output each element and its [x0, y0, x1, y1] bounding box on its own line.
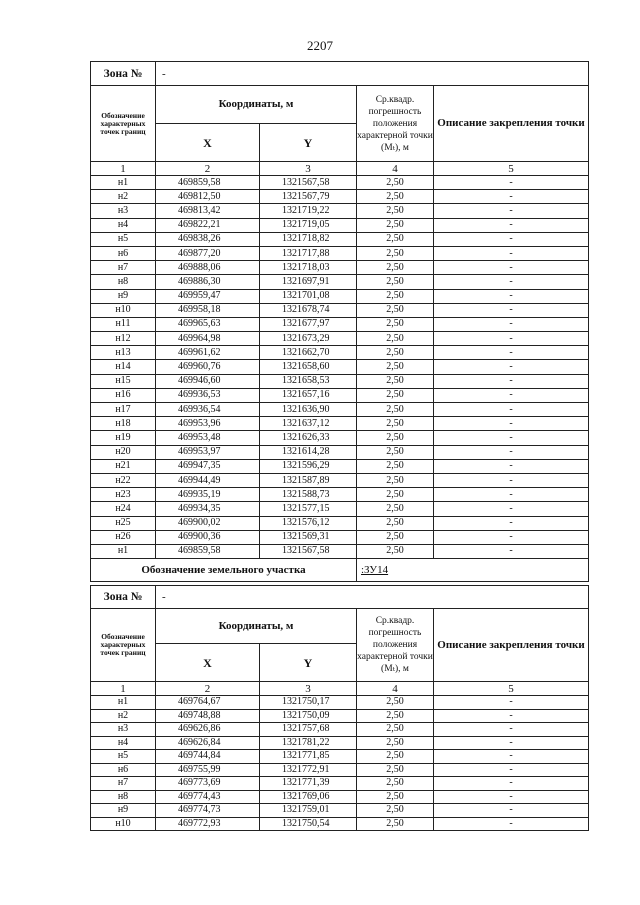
table-row: [91, 246, 589, 260]
x-coordinate: 469888,06: [156, 261, 260, 275]
table-row: [91, 403, 589, 417]
accuracy-value: 2,50: [357, 346, 434, 360]
table-row: [91, 332, 589, 346]
zone-label: Зона №: [91, 586, 156, 609]
description-header: Описание закрепления точки: [434, 86, 589, 162]
y-coordinate: 1321719,22: [260, 204, 357, 218]
description-value: -: [434, 502, 589, 516]
description-value: -: [434, 417, 589, 431]
description-value: -: [434, 817, 589, 831]
x-coordinate: 469900,36: [156, 530, 260, 544]
point-id: н4: [91, 736, 156, 750]
accuracy-value: 2,50: [357, 502, 434, 516]
y-coordinate: 1321673,29: [260, 332, 357, 346]
y-coordinate: 1321614,28: [260, 445, 357, 459]
point-id: н3: [91, 204, 156, 218]
point-id: н24: [91, 502, 156, 516]
description-value: -: [434, 346, 589, 360]
point-id: н2: [91, 190, 156, 204]
y-coordinate: 1321662,70: [260, 346, 357, 360]
x-coordinate: 469900,02: [156, 516, 260, 530]
table-row: [91, 204, 589, 218]
point-id: н4: [91, 218, 156, 232]
accuracy-header: Ср.квадр. погрешность положения характерной точки (Mₜ), м: [357, 86, 434, 162]
y-coordinate: 1321658,60: [260, 360, 357, 374]
x-coordinate: 469936,53: [156, 388, 260, 402]
description-value: -: [434, 176, 589, 190]
table-row: [91, 445, 589, 459]
x-coordinate: 469764,67: [156, 696, 260, 710]
column-number: 3: [260, 682, 357, 696]
accuracy-value: 2,50: [357, 332, 434, 346]
point-id: н19: [91, 431, 156, 445]
accuracy-value: 2,50: [357, 473, 434, 487]
parcel-label: Обозначение земельного участка: [91, 559, 357, 582]
zone-number: -: [156, 62, 589, 86]
description-value: -: [434, 516, 589, 530]
point-id: н1: [91, 544, 156, 558]
y-coordinate: 1321567,58: [260, 176, 357, 190]
table-row: [91, 232, 589, 246]
point-id: н9: [91, 289, 156, 303]
table-row: [91, 360, 589, 374]
x-coordinate: 469944,49: [156, 473, 260, 487]
table-2-body: [91, 696, 589, 831]
accuracy-header: Ср.квадр. погрешность положения характерной точки (Mₜ), м: [357, 609, 434, 682]
point-id: н2: [91, 709, 156, 723]
accuracy-value: 2,50: [357, 232, 434, 246]
table-row: [91, 374, 589, 388]
y-coordinate: 1321678,74: [260, 303, 357, 317]
zone-number: -: [156, 586, 589, 609]
accuracy-value: 2,50: [357, 246, 434, 260]
description-value: -: [434, 388, 589, 402]
point-id: н13: [91, 346, 156, 360]
y-coordinate: 1321771,85: [260, 750, 357, 764]
y-coordinate: 1321719,05: [260, 218, 357, 232]
description-value: -: [434, 709, 589, 723]
accuracy-value: 2,50: [357, 516, 434, 530]
point-id: н9: [91, 804, 156, 818]
table-row: [91, 275, 589, 289]
description-value: -: [434, 332, 589, 346]
y-coordinate: 1321718,82: [260, 232, 357, 246]
x-coordinate: 469812,50: [156, 190, 260, 204]
x-coordinate: 469859,58: [156, 176, 260, 190]
x-coordinate: 469965,63: [156, 317, 260, 331]
table-row: [91, 346, 589, 360]
accuracy-value: 2,50: [357, 804, 434, 818]
point-id: н12: [91, 332, 156, 346]
accuracy-value: 2,50: [357, 303, 434, 317]
table-row: [91, 473, 589, 487]
y-coordinate: 1321637,12: [260, 417, 357, 431]
table-row: [91, 218, 589, 232]
y-coordinate: 1321750,54: [260, 817, 357, 831]
description-value: -: [434, 246, 589, 260]
table-row: [91, 696, 589, 710]
accuracy-value: 2,50: [357, 723, 434, 737]
y-coordinate: 1321569,31: [260, 530, 357, 544]
y-coordinate: 1321750,09: [260, 709, 357, 723]
x-coordinate: 469822,21: [156, 218, 260, 232]
table-row: [91, 723, 589, 737]
accuracy-value: 2,50: [357, 190, 434, 204]
point-id: н5: [91, 232, 156, 246]
y-coordinate: 1321596,29: [260, 459, 357, 473]
zone-header-row: [91, 586, 589, 609]
y-coordinate: 1321750,17: [260, 696, 357, 710]
description-value: -: [434, 804, 589, 818]
y-coordinate: 1321701,08: [260, 289, 357, 303]
y-coordinate: 1321658,53: [260, 374, 357, 388]
table-row: [91, 544, 589, 558]
x-coordinate: 469859,58: [156, 544, 260, 558]
column-number: 3: [260, 162, 357, 176]
description-value: -: [434, 232, 589, 246]
description-value: -: [434, 459, 589, 473]
table-row: [91, 176, 589, 190]
x-coordinate: 469748,88: [156, 709, 260, 723]
description-value: -: [434, 777, 589, 791]
x-coordinate: 469774,43: [156, 790, 260, 804]
x-coordinate: 469774,73: [156, 804, 260, 818]
table-row: [91, 488, 589, 502]
y-header: Y: [260, 644, 357, 682]
coordinates-header: Координаты, м: [156, 609, 357, 644]
description-value: -: [434, 374, 589, 388]
x-coordinate: 469772,93: [156, 817, 260, 831]
accuracy-value: 2,50: [357, 763, 434, 777]
point-id: н3: [91, 723, 156, 737]
description-value: -: [434, 750, 589, 764]
accuracy-value: 2,50: [357, 218, 434, 232]
x-coordinate: 469953,48: [156, 431, 260, 445]
description-value: -: [434, 218, 589, 232]
description-value: -: [434, 303, 589, 317]
accuracy-value: 2,50: [357, 736, 434, 750]
accuracy-value: 2,50: [357, 417, 434, 431]
x-coordinate: 469959,47: [156, 289, 260, 303]
y-coordinate: 1321717,88: [260, 246, 357, 260]
description-value: -: [434, 190, 589, 204]
accuracy-value: 2,50: [357, 777, 434, 791]
accuracy-value: 2,50: [357, 790, 434, 804]
y-coordinate: 1321771,39: [260, 777, 357, 791]
description-value: -: [434, 473, 589, 487]
column-number: 4: [357, 162, 434, 176]
x-coordinate: 469964,98: [156, 332, 260, 346]
column-number: 4: [357, 682, 434, 696]
point-id: н6: [91, 763, 156, 777]
column-number-row: [91, 682, 589, 696]
table-row: [91, 736, 589, 750]
y-coordinate: 1321577,15: [260, 502, 357, 516]
zone-label: Зона №: [91, 62, 156, 86]
x-header: X: [156, 644, 260, 682]
description-value: -: [434, 289, 589, 303]
description-header: Описание закрепления точки: [434, 609, 589, 682]
y-coordinate: 1321657,16: [260, 388, 357, 402]
accuracy-value: 2,50: [357, 445, 434, 459]
column-number-row: [91, 162, 589, 176]
point-id: н5: [91, 750, 156, 764]
y-header: Y: [260, 124, 357, 162]
accuracy-value: 2,50: [357, 431, 434, 445]
point-id: н10: [91, 817, 156, 831]
x-coordinate: 469946,60: [156, 374, 260, 388]
table-row: [91, 317, 589, 331]
y-coordinate: 1321781,22: [260, 736, 357, 750]
accuracy-value: 2,50: [357, 388, 434, 402]
point-id: н20: [91, 445, 156, 459]
accuracy-value: 2,50: [357, 709, 434, 723]
point-id: н7: [91, 777, 156, 791]
x-coordinate: 469953,97: [156, 445, 260, 459]
description-value: -: [434, 763, 589, 777]
table-row: [91, 790, 589, 804]
y-coordinate: 1321576,12: [260, 516, 357, 530]
accuracy-value: 2,50: [357, 817, 434, 831]
y-coordinate: 1321677,97: [260, 317, 357, 331]
table-row: [91, 502, 589, 516]
y-coordinate: 1321588,73: [260, 488, 357, 502]
y-coordinate: 1321636,90: [260, 403, 357, 417]
x-coordinate: 469961,62: [156, 346, 260, 360]
point-id: н22: [91, 473, 156, 487]
accuracy-value: 2,50: [357, 261, 434, 275]
table-row: [91, 516, 589, 530]
coordinates-table-2: [90, 585, 589, 831]
column-number: 1: [91, 162, 156, 176]
x-coordinate: 469960,76: [156, 360, 260, 374]
description-value: -: [434, 790, 589, 804]
accuracy-value: 2,50: [357, 374, 434, 388]
column-header-row: [91, 609, 589, 644]
point-id: н10: [91, 303, 156, 317]
accuracy-value: 2,50: [357, 317, 434, 331]
y-coordinate: 1321757,68: [260, 723, 357, 737]
x-coordinate: 469773,69: [156, 777, 260, 791]
x-coordinate: 469934,35: [156, 502, 260, 516]
description-value: -: [434, 696, 589, 710]
x-coordinate: 469958,18: [156, 303, 260, 317]
y-coordinate: 1321567,79: [260, 190, 357, 204]
point-id: н1: [91, 696, 156, 710]
table-row: [91, 190, 589, 204]
description-value: -: [434, 488, 589, 502]
x-coordinate: 469935,19: [156, 488, 260, 502]
page-number: 2207: [307, 38, 333, 53]
table-1-body: [91, 176, 589, 559]
y-coordinate: 1321759,01: [260, 804, 357, 818]
point-id: н14: [91, 360, 156, 374]
description-value: -: [434, 736, 589, 750]
point-id: н1: [91, 176, 156, 190]
accuracy-value: 2,50: [357, 488, 434, 502]
point-id: н21: [91, 459, 156, 473]
x-coordinate: 469755,99: [156, 763, 260, 777]
table-row: [91, 459, 589, 473]
column-number: 5: [434, 682, 589, 696]
column-number: 1: [91, 682, 156, 696]
column-number: 5: [434, 162, 589, 176]
x-coordinate: 469947,35: [156, 459, 260, 473]
column-header-row: [91, 86, 589, 124]
table-row: [91, 817, 589, 831]
table-row: [91, 388, 589, 402]
point-id: н16: [91, 388, 156, 402]
accuracy-value: 2,50: [357, 750, 434, 764]
description-value: -: [434, 275, 589, 289]
table-row: [91, 750, 589, 764]
description-value: -: [434, 360, 589, 374]
table-row: [91, 709, 589, 723]
column-number: 2: [156, 162, 260, 176]
description-value: -: [434, 544, 589, 558]
x-coordinate: 469936,54: [156, 403, 260, 417]
zone-header-row: [91, 62, 589, 86]
x-coordinate: 469626,86: [156, 723, 260, 737]
table-row: [91, 530, 589, 544]
accuracy-value: 2,50: [357, 403, 434, 417]
table-row: [91, 417, 589, 431]
point-id: н11: [91, 317, 156, 331]
x-coordinate: 469626,84: [156, 736, 260, 750]
point-id: н17: [91, 403, 156, 417]
table-row: [91, 777, 589, 791]
point-id: н23: [91, 488, 156, 502]
accuracy-value: 2,50: [357, 530, 434, 544]
y-coordinate: 1321718,03: [260, 261, 357, 275]
column-number: 2: [156, 682, 260, 696]
description-value: -: [434, 723, 589, 737]
parcel-designation: :ЗУ14: [357, 559, 589, 582]
table-row: [91, 804, 589, 818]
x-coordinate: 469886,30: [156, 275, 260, 289]
table-row: [91, 763, 589, 777]
y-coordinate: 1321772,91: [260, 763, 357, 777]
point-designation-header: Обозначение характерных точек границ: [91, 609, 156, 682]
accuracy-value: 2,50: [357, 289, 434, 303]
x-header: X: [156, 124, 260, 162]
point-id: н26: [91, 530, 156, 544]
description-value: -: [434, 317, 589, 331]
description-value: -: [434, 403, 589, 417]
accuracy-value: 2,50: [357, 204, 434, 218]
point-id: н15: [91, 374, 156, 388]
x-coordinate: 469953,96: [156, 417, 260, 431]
description-value: -: [434, 445, 589, 459]
x-coordinate: 469838,26: [156, 232, 260, 246]
point-designation-header: Обозначение характерных точек границ: [91, 86, 156, 162]
description-value: -: [434, 530, 589, 544]
point-id: н7: [91, 261, 156, 275]
point-id: н18: [91, 417, 156, 431]
table-row: [91, 303, 589, 317]
y-coordinate: 1321697,91: [260, 275, 357, 289]
parcel-row: [91, 559, 589, 582]
x-coordinate: 469813,42: [156, 204, 260, 218]
accuracy-value: 2,50: [357, 696, 434, 710]
table-row: [91, 289, 589, 303]
coordinates-table-1: [90, 61, 589, 582]
x-coordinate: 469877,20: [156, 246, 260, 260]
y-coordinate: 1321587,89: [260, 473, 357, 487]
y-coordinate: 1321769,06: [260, 790, 357, 804]
accuracy-value: 2,50: [357, 544, 434, 558]
description-value: -: [434, 431, 589, 445]
accuracy-value: 2,50: [357, 275, 434, 289]
table-row: [91, 431, 589, 445]
accuracy-value: 2,50: [357, 459, 434, 473]
point-id: н6: [91, 246, 156, 260]
table-row: [91, 261, 589, 275]
point-id: н25: [91, 516, 156, 530]
coordinates-header: Координаты, м: [156, 86, 357, 124]
point-id: н8: [91, 790, 156, 804]
point-id: н8: [91, 275, 156, 289]
x-coordinate: 469744,84: [156, 750, 260, 764]
description-value: -: [434, 204, 589, 218]
y-coordinate: 1321626,33: [260, 431, 357, 445]
y-coordinate: 1321567,58: [260, 544, 357, 558]
description-value: -: [434, 261, 589, 275]
accuracy-value: 2,50: [357, 176, 434, 190]
accuracy-value: 2,50: [357, 360, 434, 374]
